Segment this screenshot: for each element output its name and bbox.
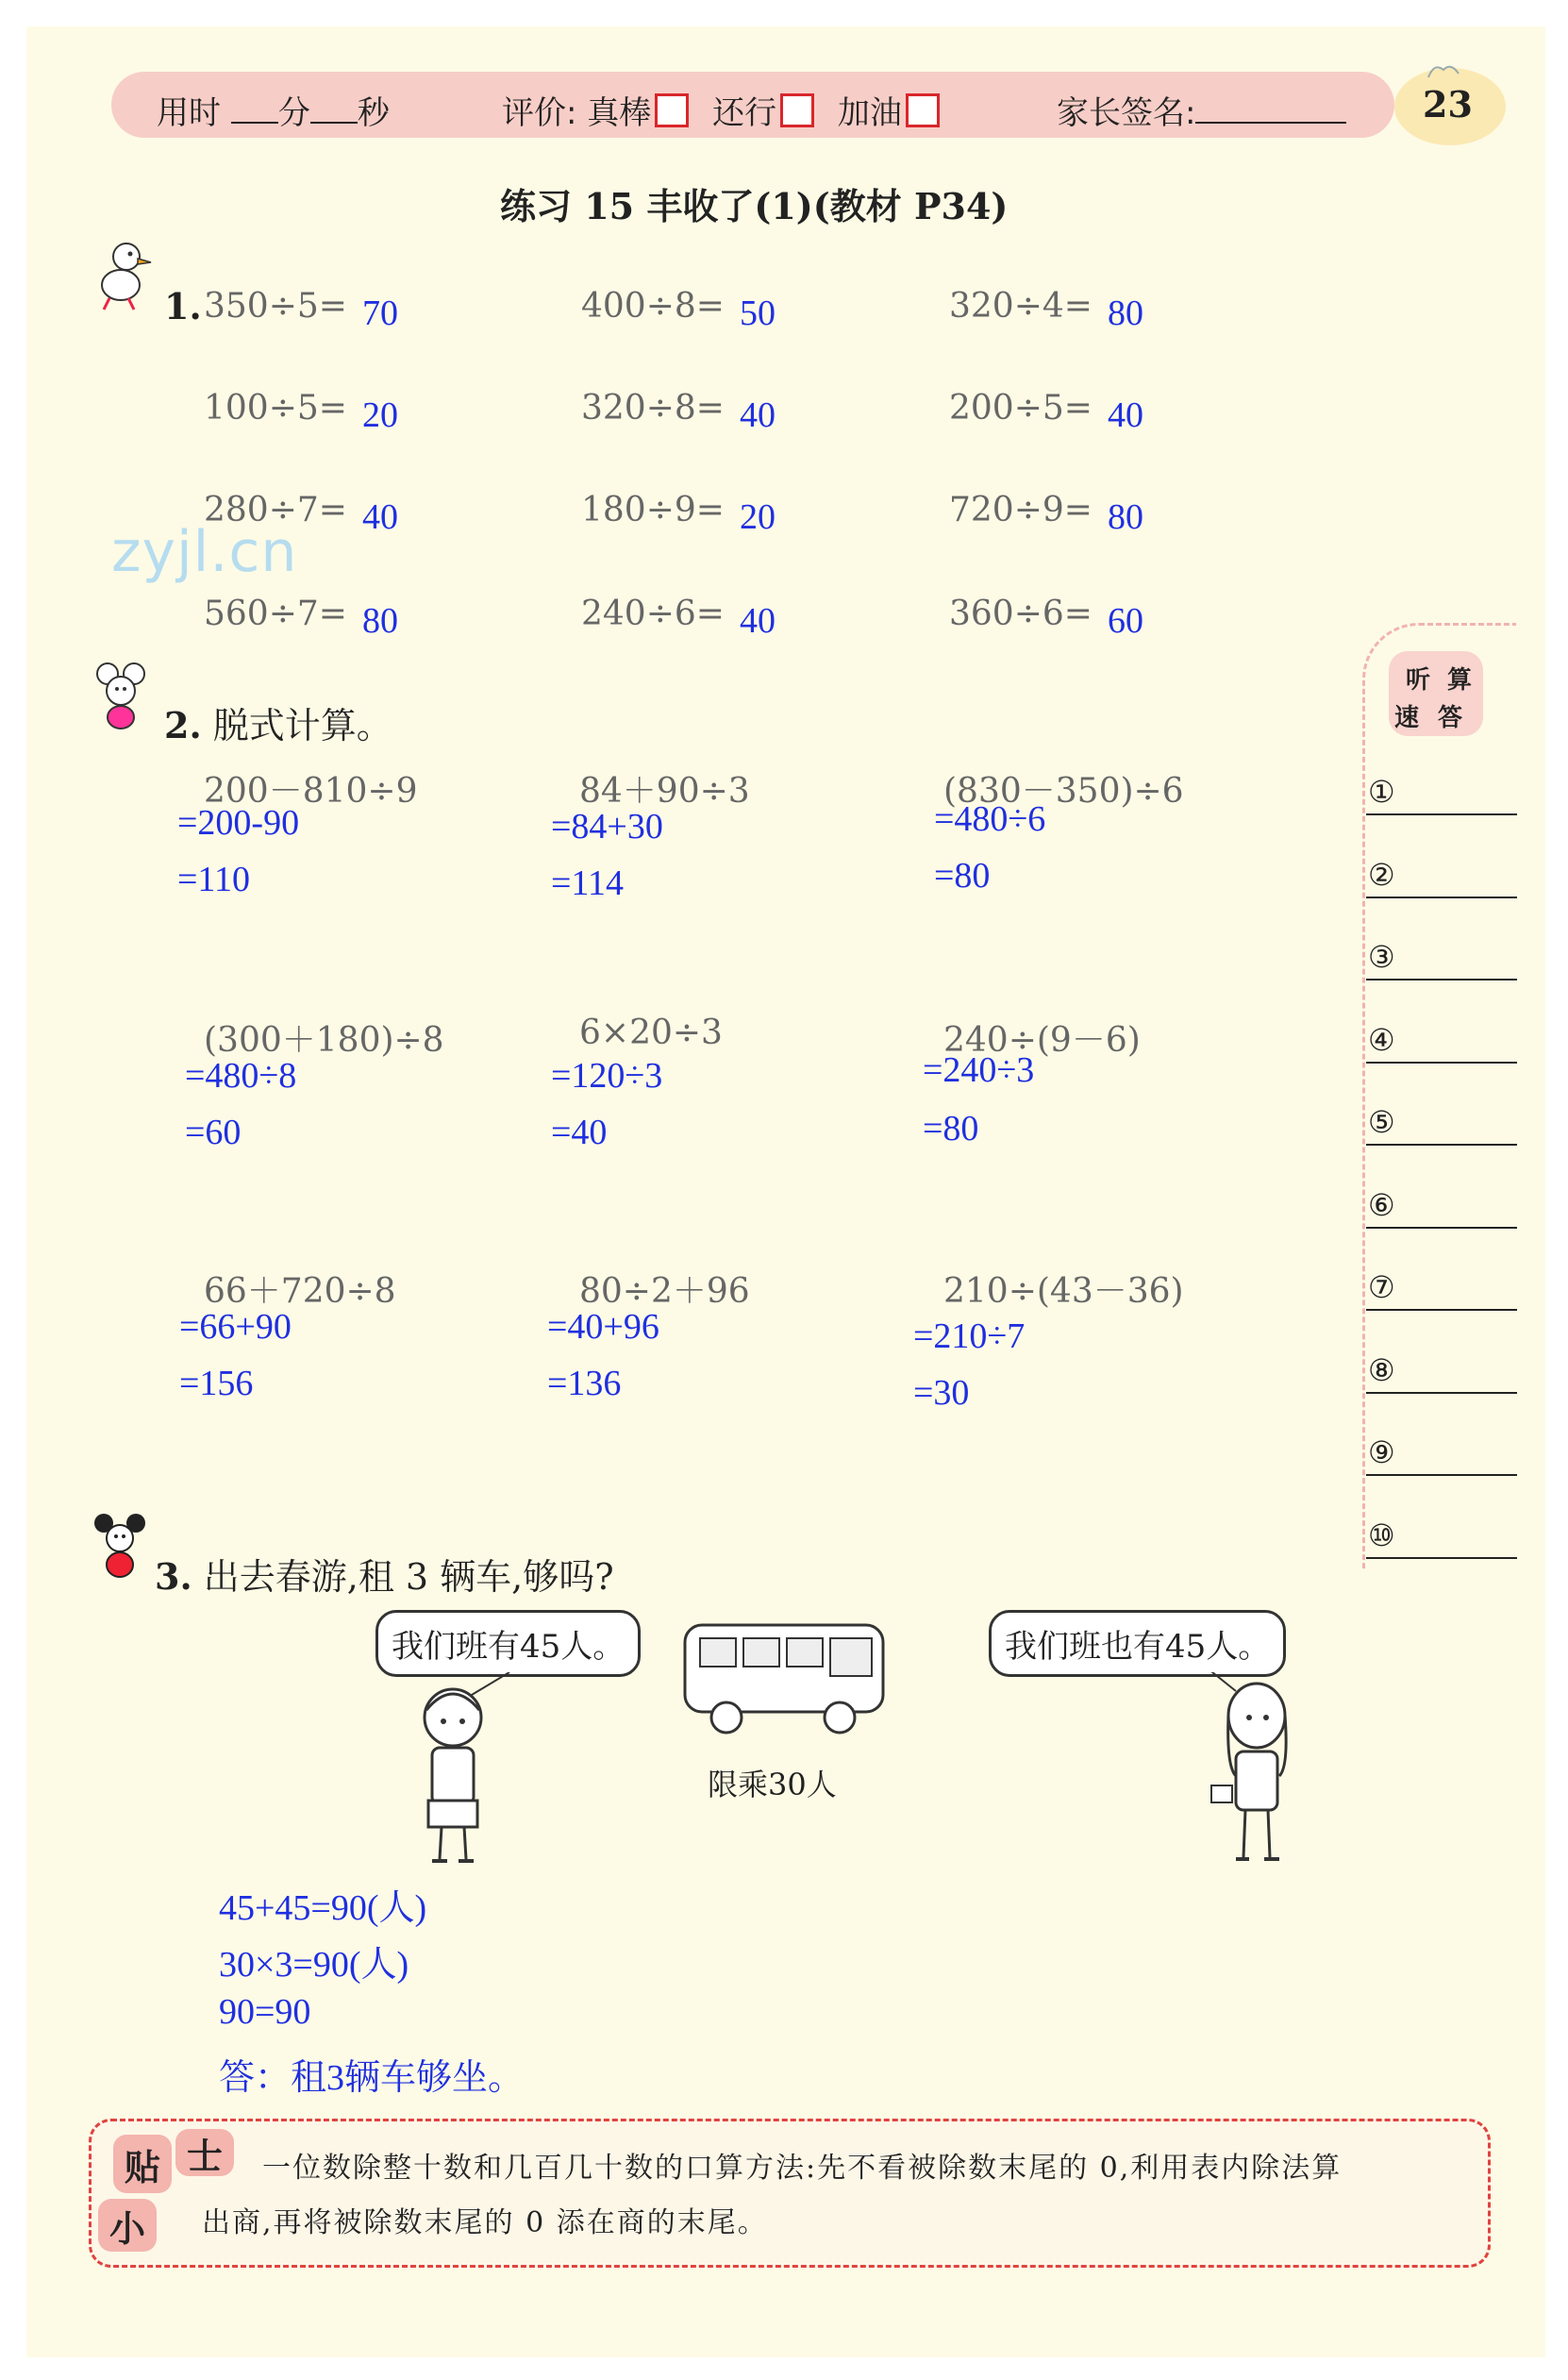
- expr-2-1-step-2: =110: [177, 860, 251, 899]
- expr-2-2-step-1: =84+30: [551, 807, 663, 846]
- problem-1-12: 360÷6=: [949, 595, 1093, 633]
- girl-left-illustration: [406, 1672, 528, 1870]
- problem-1-5: 320÷8=: [581, 389, 725, 427]
- oral-answer-label-8: ⑧: [1368, 1351, 1395, 1388]
- oral-answer-blank-4[interactable]: [1366, 1062, 1517, 1064]
- oral-answer-label-10: ⑩: [1368, 1517, 1395, 1553]
- oral-answer-blank-10[interactable]: [1366, 1557, 1517, 1559]
- oral-answer-label-2: ②: [1368, 856, 1395, 893]
- expr-2-6-step-1: =240÷3: [923, 1050, 1035, 1090]
- evaluation-field: 评价: 真棒 还行 加油: [502, 87, 940, 133]
- expr-2-3-step-2: =80: [934, 856, 991, 896]
- oral-answer-label-6: ⑥: [1368, 1186, 1395, 1223]
- oral-answer-label-4: ④: [1368, 1021, 1395, 1058]
- expr-2-3-step-1: =480÷6: [934, 799, 1046, 839]
- mickey-mascot-icon: [89, 1510, 155, 1585]
- expr-2-8: 80÷2＋96: [579, 1272, 750, 1311]
- expr-2-9-step-1: =210÷7: [913, 1316, 1026, 1356]
- bus-capacity-caption: 限乘30人: [708, 1767, 837, 1802]
- problem-1-4: 100÷5=: [204, 389, 347, 427]
- oral-answer-panel: [1362, 623, 1516, 1569]
- section-2-heading: 2. 脱式计算。: [164, 704, 392, 746]
- page-number: 23: [1423, 83, 1473, 126]
- watermark: zyjl.cn: [111, 519, 298, 585]
- problem-1-1: 350÷5=: [204, 287, 347, 326]
- speech-bubble-left: 我们班有45人。: [375, 1610, 641, 1677]
- oral-answer-blank-1[interactable]: [1366, 813, 1517, 815]
- expr-2-1-step-1: =200-90: [177, 803, 300, 843]
- page-title: 练习 15 丰收了(1)(教材 P34): [500, 185, 1009, 227]
- answer-1-4: 20: [362, 395, 398, 435]
- badge-char-4: 答: [1438, 704, 1463, 732]
- solution-line-2: 30×3=90(人): [219, 1945, 409, 1985]
- expr-2-1: 200－810÷9: [204, 772, 418, 811]
- problem-1-9: 720÷9=: [949, 491, 1093, 529]
- answer-1-10: 80: [362, 601, 398, 641]
- oral-answer-label-9: ⑨: [1368, 1434, 1395, 1470]
- problem-1-3: 320÷4=: [949, 287, 1093, 326]
- answer-1-3: 80: [1108, 293, 1143, 333]
- expr-2-2-step-2: =114: [551, 863, 625, 903]
- answer-1-7: 40: [362, 497, 398, 537]
- oral-answer-label-1: ①: [1368, 774, 1395, 810]
- answer-1-12: 60: [1108, 601, 1143, 641]
- oral-answer-label-5: ⑤: [1368, 1104, 1395, 1140]
- minutes-blank[interactable]: [231, 93, 278, 124]
- expr-2-6-step-2: =80: [923, 1109, 979, 1148]
- section-1-number: 1.: [164, 285, 202, 327]
- answer-1-5: 40: [740, 395, 776, 435]
- expr-2-5-step-2: =40: [551, 1113, 608, 1152]
- badge-char-3: 速: [1394, 704, 1420, 732]
- oral-answer-blank-3[interactable]: [1366, 979, 1517, 980]
- expr-2-5-step-1: =120÷3: [551, 1056, 663, 1096]
- checkbox-try-harder[interactable]: [906, 93, 940, 127]
- expr-2-3: (830－350)÷6: [943, 772, 1184, 811]
- speech-bubble-right: 我们班也有45人。: [989, 1610, 1286, 1677]
- expr-2-8-step-1: =40+96: [547, 1307, 659, 1347]
- tip-line-2: 出商,再将被除数末尾的 0 添在商的末尾。: [202, 2206, 768, 2239]
- expr-2-9-step-2: =30: [913, 1373, 970, 1413]
- expr-2-2: 84＋90÷3: [579, 772, 750, 811]
- seconds-blank[interactable]: [310, 93, 358, 124]
- oral-answer-blank-6[interactable]: [1366, 1227, 1517, 1229]
- problem-1-10: 560÷7=: [204, 595, 347, 633]
- mouse-mascot-icon: [89, 661, 155, 736]
- expr-2-7: 66＋720÷8: [204, 1272, 396, 1311]
- badge-char-1: 听: [1406, 666, 1431, 695]
- expr-2-9: 210÷(43－36): [943, 1272, 1184, 1311]
- expr-2-4-step-1: =480÷8: [185, 1056, 297, 1096]
- solution-line-3: 90=90: [219, 1992, 311, 2032]
- expr-2-6: 240÷(9－6): [943, 1021, 1141, 1060]
- section-3-heading: 3. 出去春游,租 3 辆车,够吗?: [155, 1555, 614, 1598]
- expr-2-5: 6×20÷3: [579, 1014, 723, 1052]
- expr-2-7-step-2: =156: [179, 1364, 254, 1403]
- parent-signature-field: 家长签名:: [1057, 87, 1346, 133]
- oral-answer-blank-9[interactable]: [1366, 1474, 1517, 1476]
- tip-badge-1: 贴: [113, 2135, 172, 2193]
- answer-1-2: 50: [740, 293, 776, 333]
- problem-1-6: 200÷5=: [949, 389, 1093, 427]
- oral-answer-blank-8[interactable]: [1366, 1392, 1517, 1394]
- signature-blank[interactable]: [1195, 93, 1346, 124]
- checkbox-great[interactable]: [655, 93, 689, 127]
- problem-1-11: 240÷6=: [581, 595, 725, 633]
- problem-1-8: 180÷9=: [581, 491, 725, 529]
- problem-1-7: 280÷7=: [204, 491, 347, 529]
- oral-answer-label-3: ③: [1368, 939, 1395, 975]
- oral-answer-blank-2[interactable]: [1366, 897, 1517, 898]
- answer-1-9: 80: [1108, 497, 1143, 537]
- expr-2-7-step-1: =66+90: [179, 1307, 292, 1347]
- tip-box: [89, 2119, 1491, 2268]
- tip-badge-3: 小: [98, 2199, 157, 2252]
- oral-answer-blank-7[interactable]: [1366, 1309, 1517, 1311]
- answer-1-1: 70: [362, 293, 398, 333]
- expr-2-8-step-2: =136: [547, 1364, 622, 1403]
- answer-1-6: 40: [1108, 395, 1143, 435]
- oral-answer-label-7: ⑦: [1368, 1269, 1395, 1305]
- checkbox-ok[interactable]: [780, 93, 814, 127]
- answer-1-8: 20: [740, 497, 776, 537]
- tip-line-1: 一位数除整十数和几百几十数的口算方法:先不看被除数末尾的 0,利用表内除法算: [262, 2152, 1343, 2185]
- problem-1-2: 400÷8=: [581, 287, 725, 326]
- answer-1-11: 40: [740, 601, 776, 641]
- time-field: 用时 分 秒: [157, 94, 390, 132]
- badge-char-2: 算: [1447, 666, 1473, 695]
- duck-mascot-icon: [91, 238, 157, 313]
- leaf-icon: [1425, 60, 1462, 81]
- bus-illustration: [679, 1616, 896, 1748]
- solution-line-1: 45+45=90(人): [219, 1888, 427, 1928]
- expr-2-4-step-2: =60: [185, 1113, 242, 1152]
- oral-answer-blank-5[interactable]: [1366, 1144, 1517, 1146]
- solution-answer: 答：租3辆车够坐。: [219, 2058, 525, 2098]
- expr-2-4: (300＋180)÷8: [204, 1021, 444, 1060]
- tip-badge-2: 士: [175, 2129, 234, 2176]
- girl-right-illustration: [1198, 1672, 1321, 1870]
